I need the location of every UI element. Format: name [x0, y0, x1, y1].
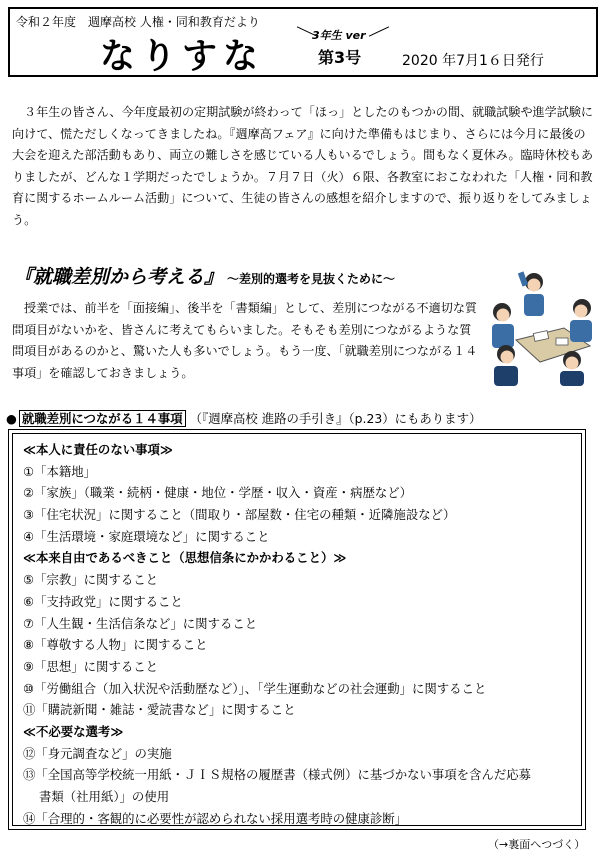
section-body: 授業では、前半を「面接編」、後半を「書類編」として、差別につながる不適切な質問項目がないかを、皆さんに考えてもらいました。そもそも差別につながるような質問項目があるのかと、驚いた人も多いでしょう。もう一度、「就職差別につながる１４事項」を確認しておきましょう。 — [12, 301, 478, 380]
issue-number: 第3号 — [318, 48, 362, 67]
publish-date: 2020 年7月1６日発行 — [402, 53, 544, 69]
list-item: ①「本籍地」 — [23, 463, 97, 479]
student-body — [494, 366, 518, 386]
list-item: ⑬「全国高等学校統一用紙・ＪＩＳ規格の履歴書（様式例）に基づかない事項を含んだ応募 — [23, 767, 532, 783]
items-box — [8, 429, 586, 830]
list-heading — [6, 409, 481, 427]
student-face — [575, 305, 588, 318]
list-category: ≪本来自由であるべきこと（思想信条にかかわること）≫ — [23, 550, 347, 566]
section-subtitle: ～差別的選考を見抜くために～ — [227, 272, 396, 286]
list-item: ⑤「宗教」に関すること — [23, 572, 159, 588]
student-body — [560, 371, 584, 386]
list-item: ⑪「購読新聞・雑誌・愛読書など」に関すること — [23, 702, 296, 718]
list-item: ⑭「合理的・客観的に必要性が認められない採用選考時の健康診断」 — [23, 810, 408, 826]
paper-shape — [556, 338, 568, 345]
list-category: ≪不必要な選考≫ — [23, 723, 124, 739]
student-body — [524, 294, 544, 316]
list-item: ⑥「支持政党」に関すること — [23, 593, 183, 609]
list-item: ②「家族」（職業・続柄・健康・地位・学歴・収入・資産・病歴など） — [23, 485, 413, 501]
student-body — [492, 324, 514, 348]
list-item: ⑩「労働組合（加入状況や活動歴など）」、「学生運動などの社会運動」に関すること — [23, 680, 487, 696]
issuer-line: 令和２年度 週摩高校 人権・同和教育だより — [16, 15, 260, 29]
bullet-icon: ● — [6, 411, 17, 426]
student-body — [570, 320, 592, 342]
list-category: ≪本人に責任のない事項≫ — [23, 442, 173, 457]
items-box-inner — [12, 433, 582, 826]
newsletter-header — [8, 7, 598, 77]
section-title: 『就職差別から考える』 — [14, 266, 224, 288]
classroom-discussion-illustration — [486, 270, 600, 386]
section-heading — [14, 262, 395, 289]
list-item: ④「生活環境・家庭環境など」に関すること — [23, 528, 270, 544]
edition-right-slash — [369, 26, 389, 36]
continued-note: （→裏面へつづく） — [488, 838, 586, 851]
student-face — [501, 351, 514, 364]
list-item: ⑨「思想」に関すること — [23, 658, 159, 674]
list-heading-title: 就職差別につながる１４事項 — [19, 410, 186, 427]
list-heading-note: （『週摩高校 進路の手引き』（p.23）にもあります） — [189, 411, 482, 426]
list-item: ⑫「身元調査など」の実施 — [23, 745, 172, 761]
list-item: 書類（社用紙）」の使用 — [39, 789, 170, 804]
list-item: ⑧「尊敬する人物」に関すること — [23, 637, 208, 653]
edition-label: 3年生 ver — [312, 29, 366, 42]
newsletter-title: なりすな — [100, 37, 265, 77]
student-face — [497, 309, 510, 322]
fourteen-items-list — [23, 439, 578, 829]
student-face — [528, 279, 541, 292]
intro-paragraph: ３年生の皆さん、今年度最初の定期試験が終わって「ほっ」としたのもつかの間、就職試験や進学試験に向けて、慌ただしくなってきましたね。『週摩高フェア』に向けた準備もはじまり、さらには今月に最後の大会を迎えた部活動もあり、両立の難しさを感じている人もいるでしょう。間もなく夏休み。臨時休校もありましたが、どんな１学期だったでしょうか。７月７日（火）６限、各教室におこなわれた「人権・同和教育に関するホームルーム活動」について、生徒の皆さんの感想を紹介しますので、振り返りをしてみましょう。 — [12, 105, 594, 227]
list-item: ⑦「人生観・生活信条など」に関すること — [23, 615, 258, 631]
list-item: ③「住宅状況」に関すること（間取り・部屋数・住宅の種類・近隣施設など） — [23, 507, 456, 523]
student-face — [566, 357, 579, 370]
